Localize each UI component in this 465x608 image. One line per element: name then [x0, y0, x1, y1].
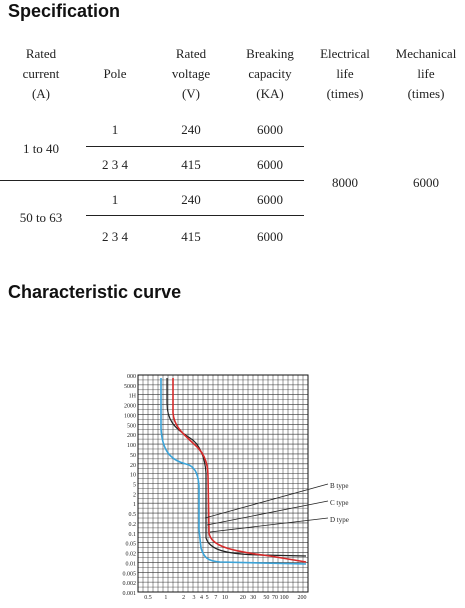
x-tick-label: 30	[250, 595, 257, 601]
electrical-life-value: 8000	[332, 175, 358, 190]
y-tick-label: 0.1	[128, 531, 136, 538]
header-line: Rated	[25, 46, 57, 61]
header-electrical-life	[310, 44, 380, 104]
x-axis-labels	[144, 595, 306, 601]
header-line: Mechanical	[395, 46, 457, 61]
row-divider	[86, 146, 304, 147]
x-tick-label: 0.5	[144, 595, 152, 601]
header-rated-current	[6, 44, 76, 104]
x-tick-label: 20	[239, 595, 246, 601]
header-line: Breaking	[246, 46, 294, 61]
header-line: (KA)	[256, 86, 284, 101]
y-tick-label: 0.002	[122, 581, 136, 588]
x-tick-label: 7	[214, 595, 218, 601]
mechanical-life-value: 6000	[413, 175, 439, 190]
y-tick-label: 50	[130, 452, 136, 459]
d-type-label: D type	[330, 516, 349, 524]
characteristic-curve-chart	[110, 368, 360, 603]
characteristic-curve-heading: Characteristic curve	[8, 282, 182, 302]
x-tick-label: 70	[272, 595, 279, 601]
pole-cell: 2 3 4	[102, 229, 128, 244]
breaking-cell: 6000	[257, 229, 283, 244]
header-pole: Pole	[103, 66, 127, 81]
breaking-cell: 6000	[257, 192, 283, 207]
chart-grid	[138, 375, 308, 592]
y-tick-label: 000	[127, 374, 136, 380]
header-line: (times)	[407, 86, 445, 101]
y-tick-label: 500	[127, 423, 136, 430]
y-tick-label: 0.2	[128, 521, 136, 528]
d-type-leader	[210, 518, 328, 532]
header-rated-voltage	[158, 44, 224, 104]
header-line: capacity	[248, 66, 292, 81]
x-tick-label: 5	[205, 595, 209, 601]
header-line: Electrical	[320, 46, 370, 61]
y-tick-label: 5	[133, 482, 136, 489]
b-type-label: B type	[330, 482, 349, 490]
header-line: life	[417, 66, 435, 81]
y-tick-label: 0.005	[122, 571, 136, 578]
header-line: voltage	[171, 66, 211, 81]
header-line: Rated	[175, 46, 207, 61]
pole-cell: 1	[111, 122, 119, 137]
y-axis-labels	[123, 374, 137, 597]
x-tick-label: 10	[222, 595, 228, 601]
header-line: current	[22, 66, 60, 81]
x-tick-label: 100	[279, 595, 289, 601]
voltage-cell: 415	[181, 157, 201, 172]
header-line: life	[336, 66, 354, 81]
y-tick-label: 1H	[128, 393, 136, 400]
x-tick-label: 3	[192, 595, 196, 601]
specification-heading: Specification	[8, 1, 121, 21]
pole-cell: 1	[111, 192, 119, 207]
header-mechanical-life	[386, 44, 465, 104]
y-tick-label: 0.02	[125, 551, 136, 558]
x-tick-label: 50	[263, 595, 270, 601]
voltage-cell: 240	[181, 122, 201, 137]
x-tick-label: 200	[297, 595, 307, 601]
header-breaking-capacity	[234, 44, 306, 104]
pole-cell: 2 3 4	[102, 157, 128, 172]
voltage-cell: 240	[181, 192, 201, 207]
header-line: (V)	[181, 86, 201, 101]
y-tick-label: 10	[130, 472, 136, 479]
header-line: (A)	[31, 86, 51, 101]
x-tick-label: 4	[199, 595, 203, 601]
group-divider	[0, 180, 304, 181]
y-tick-label: 5000	[124, 383, 136, 390]
y-tick-label: 0.5	[128, 512, 136, 519]
current-50-to-63: 50 to 63	[19, 210, 63, 225]
y-tick-label: 2000	[124, 403, 136, 410]
x-tick-label: 2	[182, 595, 186, 601]
current-1-to-40: 1 to 40	[22, 141, 60, 156]
y-tick-label: 0.01	[125, 561, 136, 568]
breaking-cell: 6000	[257, 157, 283, 172]
y-tick-label: 0.001	[122, 591, 136, 597]
voltage-cell: 415	[181, 229, 201, 244]
y-tick-label: 100	[127, 443, 136, 450]
y-tick-label: 0.05	[125, 541, 136, 548]
x-tick-label: 1	[164, 595, 168, 601]
row-divider	[86, 215, 304, 216]
y-tick-label: 20	[130, 462, 136, 469]
y-tick-label: 200	[127, 433, 136, 440]
c-type-label: C type	[330, 499, 349, 507]
y-tick-label: 2	[133, 492, 136, 499]
y-tick-label: 1	[133, 502, 136, 509]
y-tick-label: 1000	[124, 413, 136, 420]
breaking-cell: 6000	[257, 122, 283, 137]
header-line: (times)	[326, 86, 364, 101]
